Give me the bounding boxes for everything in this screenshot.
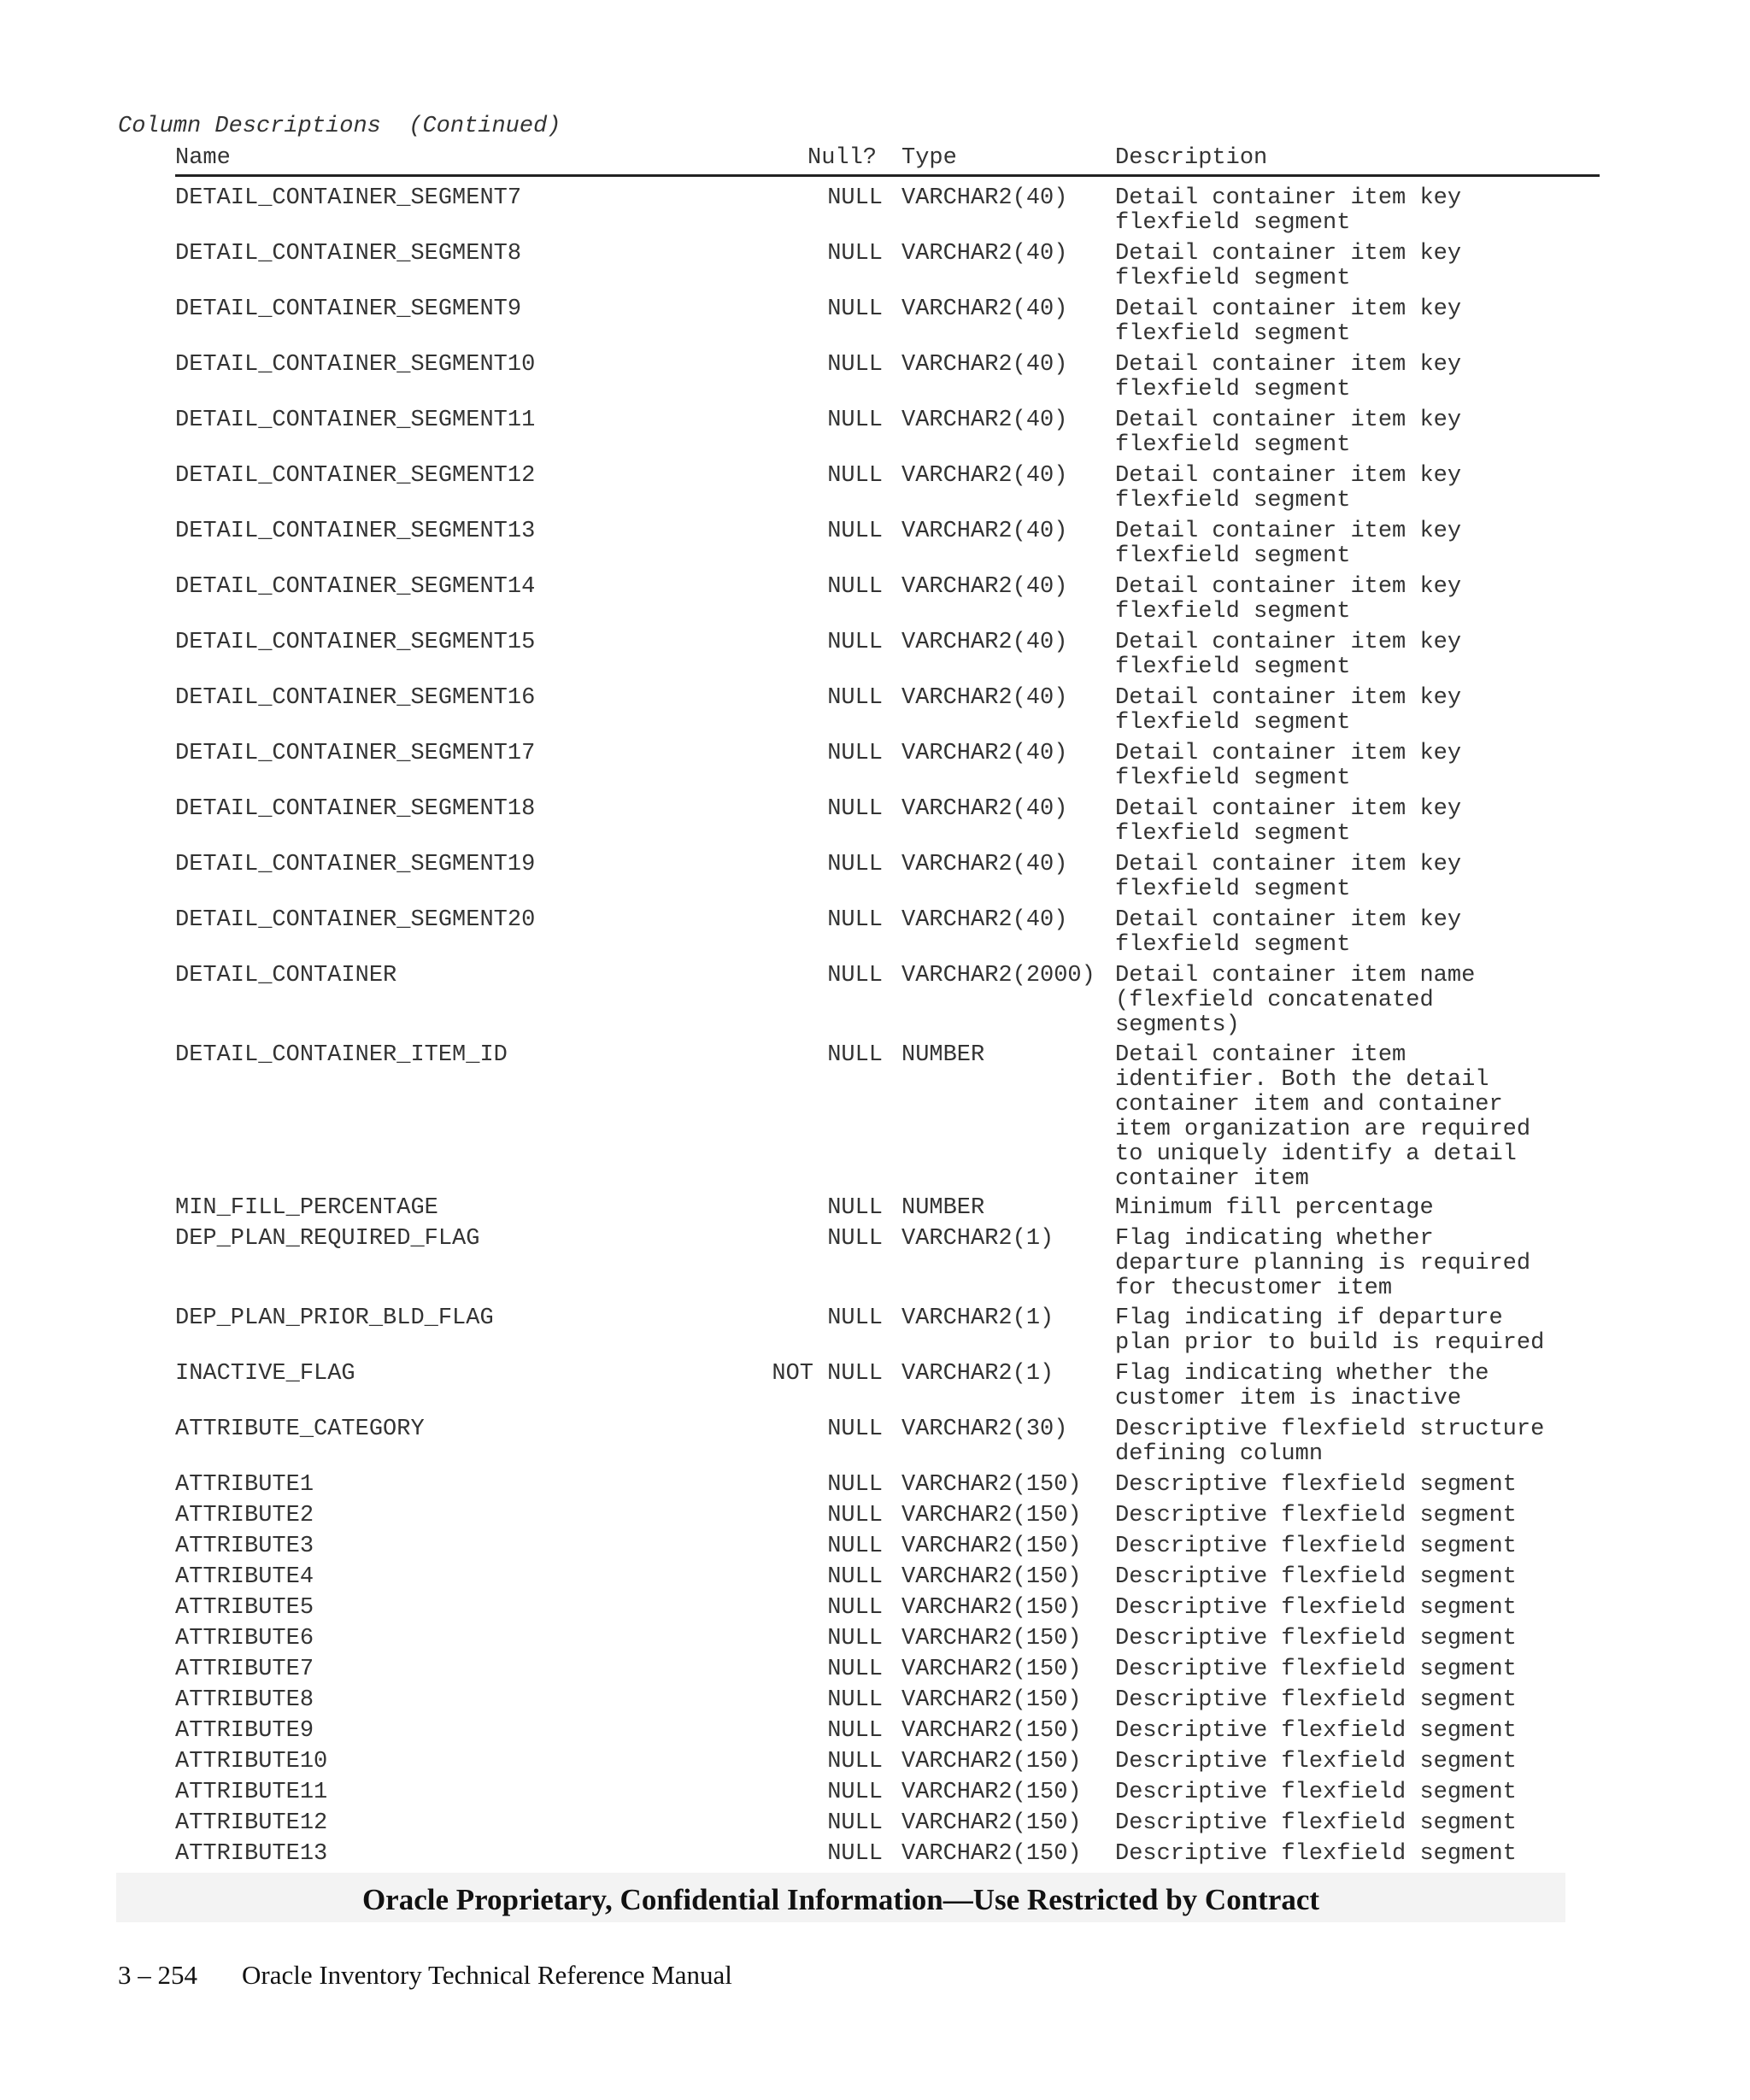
column-description: Descriptive flexfield segment: [1115, 1626, 1517, 1651]
column-name: DETAIL_CONTAINER_SEGMENT10: [175, 352, 536, 378]
column-null: NULL: [827, 1305, 883, 1331]
column-name: ATTRIBUTE8: [175, 1687, 314, 1713]
column-type: VARCHAR2(150): [901, 1780, 1082, 1805]
column-type: NUMBER: [901, 1042, 985, 1068]
column-name: ATTRIBUTE_CATEGORY: [175, 1417, 425, 1442]
column-name: DETAIL_CONTAINER_SEGMENT15: [175, 630, 536, 655]
column-null: NULL: [827, 852, 883, 877]
column-null: NULL: [827, 1564, 883, 1590]
column-description: Descriptive flexfield segment: [1115, 1657, 1517, 1682]
column-null: NULL: [827, 1226, 883, 1252]
column-description: Descriptive flexfield segment: [1115, 1841, 1517, 1867]
column-name: ATTRIBUTE9: [175, 1718, 314, 1744]
column-null: NULL: [827, 463, 883, 489]
column-type: VARCHAR2(150): [901, 1687, 1082, 1713]
column-description: Descriptive flexfield segment: [1115, 1718, 1517, 1744]
column-type: VARCHAR2(1): [901, 1361, 1054, 1387]
column-type: VARCHAR2(150): [901, 1534, 1082, 1559]
column-name: DETAIL_CONTAINER: [175, 963, 397, 988]
column-type: VARCHAR2(150): [901, 1718, 1082, 1744]
column-type: VARCHAR2(40): [901, 630, 1068, 655]
column-description: Detail container item key flexfield segment: [1115, 241, 1462, 291]
column-description: Detail container item identifier. Both the detail container item and container item organization are required to uniquely identify a detail container item: [1115, 1042, 1531, 1192]
column-name: DETAIL_CONTAINER_SEGMENT14: [175, 574, 536, 600]
column-description: Descriptive flexfield segment: [1115, 1564, 1517, 1590]
column-null: NULL: [827, 1417, 883, 1442]
column-description: Flag indicating whether the customer item is inactive: [1115, 1361, 1489, 1411]
column-null: NULL: [827, 685, 883, 711]
column-name: ATTRIBUTE12: [175, 1810, 328, 1836]
column-description: Detail container item key flexfield segment: [1115, 741, 1462, 791]
column-type: VARCHAR2(40): [901, 185, 1068, 211]
column-type: VARCHAR2(150): [901, 1564, 1082, 1590]
column-type: VARCHAR2(40): [901, 685, 1068, 711]
column-description: Detail container item key flexfield segment: [1115, 574, 1462, 625]
column-description: Flag indicating if departure plan prior to build is required: [1115, 1305, 1545, 1356]
column-name: ATTRIBUTE6: [175, 1626, 314, 1651]
column-type: VARCHAR2(150): [901, 1472, 1082, 1498]
column-null: NULL: [827, 1810, 883, 1836]
column-type: VARCHAR2(40): [901, 741, 1068, 766]
column-null: NULL: [827, 1841, 883, 1867]
column-description: Descriptive flexfield segment: [1115, 1687, 1517, 1713]
column-type: VARCHAR2(30): [901, 1417, 1068, 1442]
column-type: VARCHAR2(40): [901, 574, 1068, 600]
column-name: DETAIL_CONTAINER_SEGMENT19: [175, 852, 536, 877]
page-number: 3 – 254: [118, 1960, 197, 1990]
column-description: Descriptive flexfield segment: [1115, 1534, 1517, 1559]
column-null: NULL: [827, 1195, 883, 1221]
column-name: ATTRIBUTE4: [175, 1564, 314, 1590]
column-header-description: Description: [1115, 145, 1268, 171]
manual-title: Oracle Inventory Technical Reference Manual: [242, 1960, 732, 1990]
column-null: NULL: [827, 963, 883, 988]
column-header-type: Type: [901, 145, 957, 171]
column-null: NULL: [827, 630, 883, 655]
confidential-notice: Oracle Proprietary, Confidential Information––Use Restricted by Contract: [361, 1883, 1320, 1916]
column-null: NULL: [827, 1626, 883, 1651]
column-description: Detail container item key flexfield segment: [1115, 463, 1462, 513]
column-description: Detail container item key flexfield segment: [1115, 352, 1462, 402]
column-type: VARCHAR2(40): [901, 852, 1068, 877]
column-description: Detail container item key flexfield segment: [1115, 185, 1462, 236]
column-null: NULL: [827, 574, 883, 600]
column-name: MIN_FILL_PERCENTAGE: [175, 1195, 438, 1221]
column-null: NULL: [827, 185, 883, 211]
column-null: NULL: [827, 1503, 883, 1528]
column-type: VARCHAR2(150): [901, 1841, 1082, 1867]
column-null: NULL: [827, 1657, 883, 1682]
column-name: DETAIL_CONTAINER_SEGMENT13: [175, 519, 536, 544]
column-description: Descriptive flexfield segment: [1115, 1595, 1517, 1621]
column-name: DETAIL_CONTAINER_SEGMENT12: [175, 463, 536, 489]
column-null: NULL: [827, 1749, 883, 1774]
column-name: DETAIL_CONTAINER_ITEM_ID: [175, 1042, 508, 1068]
column-null: NULL: [827, 352, 883, 378]
section-heading: Column Descriptions (Continued): [118, 114, 561, 139]
column-description: Detail container item key flexfield segment: [1115, 796, 1462, 847]
column-description: Detail container item key flexfield segment: [1115, 408, 1462, 458]
column-type: VARCHAR2(40): [901, 463, 1068, 489]
column-name: DETAIL_CONTAINER_SEGMENT18: [175, 796, 536, 822]
column-type: VARCHAR2(150): [901, 1749, 1082, 1774]
column-null: NULL: [827, 907, 883, 933]
column-type: VARCHAR2(2000): [901, 963, 1095, 988]
column-null: NULL: [827, 1780, 883, 1805]
column-description: Detail container item key flexfield segment: [1115, 852, 1462, 902]
column-type: VARCHAR2(150): [901, 1657, 1082, 1682]
column-description: Detail container item key flexfield segment: [1115, 907, 1462, 958]
column-null: NULL: [827, 1687, 883, 1713]
column-name: DETAIL_CONTAINER_SEGMENT9: [175, 296, 522, 322]
column-null: NOT NULL: [772, 1361, 883, 1387]
column-name: INACTIVE_FLAG: [175, 1361, 355, 1387]
column-type: VARCHAR2(150): [901, 1503, 1082, 1528]
column-null: NULL: [827, 796, 883, 822]
column-description: Minimum fill percentage: [1115, 1195, 1434, 1221]
column-description: Detail container item name (flexfield concatenated segments): [1115, 963, 1476, 1038]
column-name: ATTRIBUTE7: [175, 1657, 314, 1682]
column-null: NULL: [827, 1042, 883, 1068]
column-type: VARCHAR2(40): [901, 241, 1068, 267]
column-type: VARCHAR2(40): [901, 796, 1068, 822]
column-type: VARCHAR2(1): [901, 1226, 1054, 1252]
column-name: ATTRIBUTE10: [175, 1749, 328, 1774]
column-description: Descriptive flexfield segment: [1115, 1503, 1517, 1528]
column-description: Descriptive flexfield structure defining column: [1115, 1417, 1545, 1467]
column-description: Detail container item key flexfield segment: [1115, 630, 1462, 680]
column-description: Descriptive flexfield segment: [1115, 1780, 1517, 1805]
column-description: Flag indicating whether departure planning is required for thecustomer item: [1115, 1226, 1531, 1301]
column-null: NULL: [827, 741, 883, 766]
column-null: NULL: [827, 1472, 883, 1498]
column-type: VARCHAR2(1): [901, 1305, 1054, 1331]
column-type: VARCHAR2(40): [901, 519, 1068, 544]
column-name: ATTRIBUTE1: [175, 1472, 314, 1498]
column-name: ATTRIBUTE5: [175, 1595, 314, 1621]
column-description: Descriptive flexfield segment: [1115, 1472, 1517, 1498]
column-name: DETAIL_CONTAINER_SEGMENT17: [175, 741, 536, 766]
column-type: VARCHAR2(150): [901, 1810, 1082, 1836]
column-null: NULL: [827, 1595, 883, 1621]
column-type: VARCHAR2(150): [901, 1595, 1082, 1621]
column-name: ATTRIBUTE13: [175, 1841, 328, 1867]
column-description: Detail container item key flexfield segment: [1115, 685, 1462, 736]
column-name: DETAIL_CONTAINER_SEGMENT7: [175, 185, 522, 211]
column-name: DETAIL_CONTAINER_SEGMENT11: [175, 408, 536, 433]
column-null: NULL: [827, 296, 883, 322]
column-description: Descriptive flexfield segment: [1115, 1810, 1517, 1836]
column-null: NULL: [827, 1534, 883, 1559]
column-null: NULL: [827, 408, 883, 433]
column-header-name: Name: [175, 145, 231, 171]
column-type: VARCHAR2(40): [901, 352, 1068, 378]
column-type: NUMBER: [901, 1195, 985, 1221]
column-type: VARCHAR2(40): [901, 296, 1068, 322]
column-null: NULL: [827, 519, 883, 544]
column-null: NULL: [827, 241, 883, 267]
column-name: ATTRIBUTE2: [175, 1503, 314, 1528]
column-description: Detail container item key flexfield segment: [1115, 296, 1462, 347]
column-name: DETAIL_CONTAINER_SEGMENT20: [175, 907, 536, 933]
column-description: Detail container item key flexfield segment: [1115, 519, 1462, 569]
column-name: ATTRIBUTE3: [175, 1534, 314, 1559]
column-type: VARCHAR2(150): [901, 1626, 1082, 1651]
column-name: DEP_PLAN_PRIOR_BLD_FLAG: [175, 1305, 494, 1331]
column-name: DEP_PLAN_REQUIRED_FLAG: [175, 1226, 480, 1252]
column-type: VARCHAR2(40): [901, 408, 1068, 433]
column-name: DETAIL_CONTAINER_SEGMENT8: [175, 241, 522, 267]
column-type: VARCHAR2(40): [901, 907, 1068, 933]
confidential-banner: [116, 1873, 1565, 1922]
column-description: Descriptive flexfield segment: [1115, 1749, 1517, 1774]
column-null: NULL: [827, 1718, 883, 1744]
column-name: ATTRIBUTE11: [175, 1780, 328, 1805]
column-header-null: Null?: [807, 145, 878, 171]
column-name: DETAIL_CONTAINER_SEGMENT16: [175, 685, 536, 711]
